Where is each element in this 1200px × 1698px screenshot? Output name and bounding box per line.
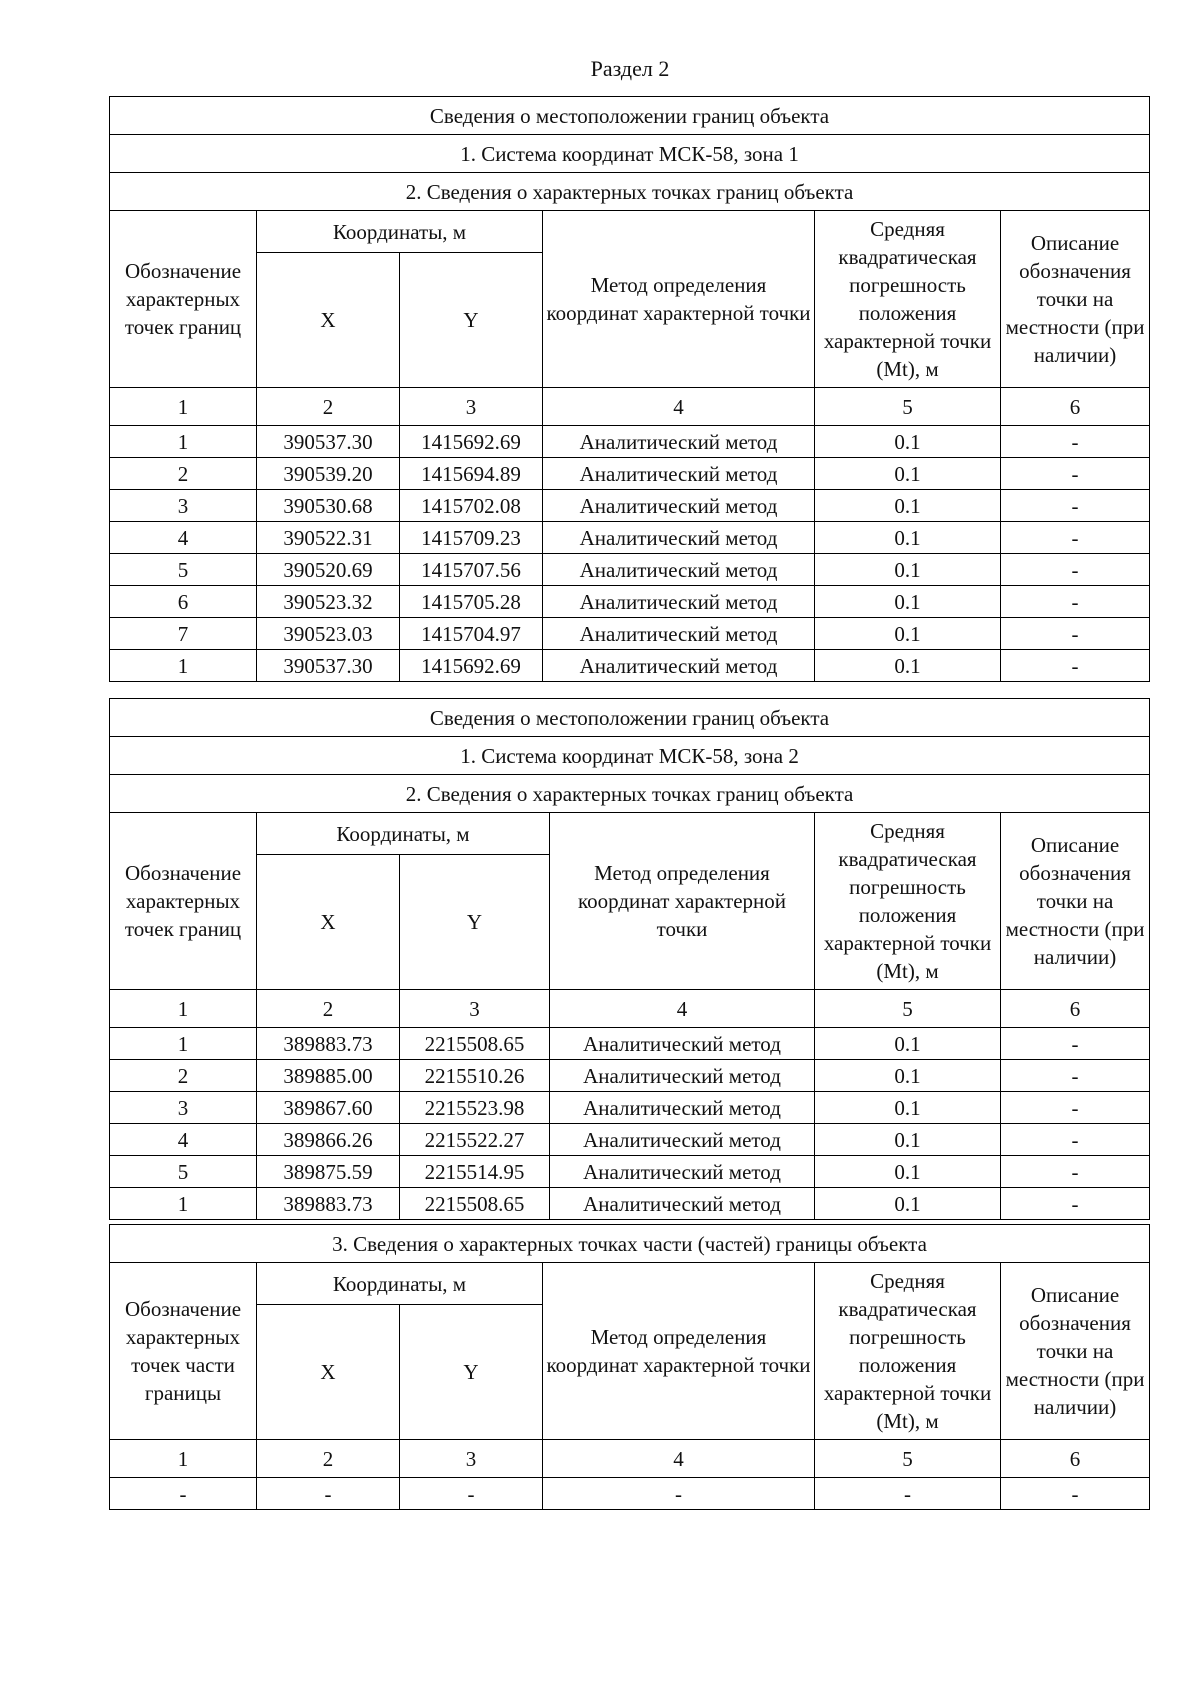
col-number: 3 bbox=[400, 1440, 543, 1478]
x-value: 390537.30 bbox=[257, 426, 400, 458]
error-value: 0.1 bbox=[815, 554, 1001, 586]
y-value: 1415704.97 bbox=[400, 618, 543, 650]
method-value: Аналитический метод bbox=[550, 1188, 815, 1220]
part-boundary-table bbox=[109, 1224, 1150, 1510]
description-value: - bbox=[1001, 522, 1150, 554]
col-number: 6 bbox=[1001, 388, 1150, 426]
error-value: 0.1 bbox=[815, 426, 1001, 458]
col-number: 1 bbox=[110, 388, 257, 426]
point-number: 2 bbox=[110, 458, 257, 490]
header-x: X bbox=[257, 1305, 400, 1440]
y-value: 2215522.27 bbox=[400, 1124, 550, 1156]
col-number: 1 bbox=[110, 990, 257, 1028]
table-row bbox=[110, 426, 1150, 458]
table-row bbox=[110, 1478, 1150, 1510]
x-value: 390523.32 bbox=[257, 586, 400, 618]
header-y: Y bbox=[400, 1305, 543, 1440]
table-row bbox=[110, 522, 1150, 554]
col-number: 5 bbox=[815, 1440, 1001, 1478]
description-value: - bbox=[1001, 1156, 1150, 1188]
y-value: 1415709.23 bbox=[400, 522, 543, 554]
header-method: Метод определения координат характерной точки bbox=[543, 211, 815, 388]
boundary-table-zone-1 bbox=[109, 96, 1150, 682]
error-value: - bbox=[815, 1478, 1001, 1510]
method-value: Аналитический метод bbox=[550, 1156, 815, 1188]
point-number: 1 bbox=[110, 1028, 257, 1060]
description-value: - bbox=[1001, 490, 1150, 522]
method-value: Аналитический метод bbox=[550, 1060, 815, 1092]
col-number: 4 bbox=[543, 388, 815, 426]
header-coordinates: Координаты, м bbox=[257, 813, 550, 855]
header-error: Средняя квадратическая погрешность положения характерной точки (Mt), м bbox=[815, 1263, 1001, 1440]
header-point-designation: Обозначение характерных точек границ bbox=[110, 211, 257, 388]
section-title: Сведения о местоположении границ объекта bbox=[110, 699, 1150, 737]
method-value: Аналитический метод bbox=[543, 490, 815, 522]
y-value: 1415694.89 bbox=[400, 458, 543, 490]
x-value: 389883.73 bbox=[257, 1188, 400, 1220]
description-value: - bbox=[1001, 1028, 1150, 1060]
header-method: Метод определения координат характерной точки bbox=[543, 1263, 815, 1440]
point-number: 4 bbox=[110, 1124, 257, 1156]
method-value: Аналитический метод bbox=[543, 650, 815, 682]
x-value: 390520.69 bbox=[257, 554, 400, 586]
point-number: 1 bbox=[110, 1188, 257, 1220]
section-label: Раздел 2 bbox=[590, 56, 670, 81]
table-row bbox=[110, 458, 1150, 490]
description-value: - bbox=[1001, 1092, 1150, 1124]
table-row bbox=[110, 554, 1150, 586]
description-value: - bbox=[1001, 458, 1150, 490]
col-number: 2 bbox=[257, 1440, 400, 1478]
point-number: 3 bbox=[110, 490, 257, 522]
table-row bbox=[110, 650, 1150, 682]
table-row bbox=[110, 1092, 1150, 1124]
y-value: 2215508.65 bbox=[400, 1188, 550, 1220]
method-value: Аналитический метод bbox=[550, 1028, 815, 1060]
x-value: 389866.26 bbox=[257, 1124, 400, 1156]
header-method: Метод определения координат характерной точки bbox=[550, 813, 815, 990]
header-error: Средняя квадратическая погрешность положения характерной точки (Mt), м bbox=[815, 813, 1001, 990]
error-value: 0.1 bbox=[815, 1028, 1001, 1060]
error-value: 0.1 bbox=[815, 1092, 1001, 1124]
coordinate-system-title: 1. Система координат МСК-58, зона 2 bbox=[110, 737, 1150, 775]
point-number: 6 bbox=[110, 586, 257, 618]
point-number: 3 bbox=[110, 1092, 257, 1124]
header-point-designation: Обозначение характерных точек границ bbox=[110, 813, 257, 990]
x-value: 390537.30 bbox=[257, 650, 400, 682]
y-value: 2215508.65 bbox=[400, 1028, 550, 1060]
x-value: 390523.03 bbox=[257, 618, 400, 650]
table-row bbox=[110, 1060, 1150, 1092]
col-number: 6 bbox=[1001, 990, 1150, 1028]
point-number: 1 bbox=[110, 650, 257, 682]
description-value: - bbox=[1001, 554, 1150, 586]
error-value: 0.1 bbox=[815, 1124, 1001, 1156]
points-title: 2. Сведения о характерных точках границ объекта bbox=[110, 173, 1150, 211]
error-value: 0.1 bbox=[815, 1188, 1001, 1220]
method-value: Аналитический метод bbox=[550, 1092, 815, 1124]
boundary-table-zone-2 bbox=[109, 698, 1150, 1220]
header-y: Y bbox=[400, 253, 543, 388]
header-description: Описание обозначения точки на местности (при наличии) bbox=[1001, 211, 1150, 388]
point-number: 1 bbox=[110, 426, 257, 458]
description-value: - bbox=[1001, 618, 1150, 650]
description-value: - bbox=[1001, 426, 1150, 458]
point-number: 2 bbox=[110, 1060, 257, 1092]
error-value: 0.1 bbox=[815, 650, 1001, 682]
description-value: - bbox=[1001, 1060, 1150, 1092]
col-number: 2 bbox=[257, 388, 400, 426]
header-description: Описание обозначения точки на местности (при наличии) bbox=[1001, 813, 1150, 990]
col-number: 5 bbox=[815, 990, 1001, 1028]
method-value: Аналитический метод bbox=[543, 586, 815, 618]
table-row bbox=[110, 1028, 1150, 1060]
error-value: 0.1 bbox=[815, 490, 1001, 522]
x-value: 389875.59 bbox=[257, 1156, 400, 1188]
y-value: 2215514.95 bbox=[400, 1156, 550, 1188]
col-number: 2 bbox=[257, 990, 400, 1028]
col-number: 6 bbox=[1001, 1440, 1150, 1478]
y-value: 1415692.69 bbox=[400, 426, 543, 458]
col-number: 5 bbox=[815, 388, 1001, 426]
point-number: 5 bbox=[110, 554, 257, 586]
description-value: - bbox=[1001, 1188, 1150, 1220]
table-row bbox=[110, 1156, 1150, 1188]
point-number: - bbox=[110, 1478, 257, 1510]
y-value: 1415702.08 bbox=[400, 490, 543, 522]
y-value: 1415707.56 bbox=[400, 554, 543, 586]
method-value: - bbox=[543, 1478, 815, 1510]
part-points-title: 3. Сведения о характерных точках части (частей) границы объекта bbox=[110, 1225, 1150, 1263]
col-number: 1 bbox=[110, 1440, 257, 1478]
error-value: 0.1 bbox=[815, 458, 1001, 490]
error-value: 0.1 bbox=[815, 522, 1001, 554]
method-value: Аналитический метод bbox=[543, 522, 815, 554]
description-value: - bbox=[1001, 586, 1150, 618]
x-value: 390522.31 bbox=[257, 522, 400, 554]
point-number: 5 bbox=[110, 1156, 257, 1188]
y-value: 2215510.26 bbox=[400, 1060, 550, 1092]
header-x: X bbox=[257, 855, 400, 990]
col-number: 3 bbox=[400, 990, 550, 1028]
x-value: 389867.60 bbox=[257, 1092, 400, 1124]
point-number: 7 bbox=[110, 618, 257, 650]
y-value: 1415705.28 bbox=[400, 586, 543, 618]
error-value: 0.1 bbox=[815, 1156, 1001, 1188]
method-value: Аналитический метод bbox=[543, 426, 815, 458]
header-point-designation: Обозначение характерных точек части границы bbox=[110, 1263, 257, 1440]
description-value: - bbox=[1001, 1478, 1150, 1510]
coordinate-system-title: 1. Система координат МСК-58, зона 1 bbox=[110, 135, 1150, 173]
header-coordinates: Координаты, м bbox=[257, 211, 543, 253]
col-number: 4 bbox=[550, 990, 815, 1028]
x-value: 390530.68 bbox=[257, 490, 400, 522]
x-value: 389885.00 bbox=[257, 1060, 400, 1092]
y-value: - bbox=[400, 1478, 543, 1510]
header-description: Описание обозначения точки на местности (при наличии) bbox=[1001, 1263, 1150, 1440]
table-row bbox=[110, 586, 1150, 618]
header-y: Y bbox=[400, 855, 550, 990]
y-value: 1415692.69 bbox=[400, 650, 543, 682]
x-value: 390539.20 bbox=[257, 458, 400, 490]
header-coordinates: Координаты, м bbox=[257, 1263, 543, 1305]
error-value: 0.1 bbox=[815, 1060, 1001, 1092]
points-title: 2. Сведения о характерных точках границ объекта bbox=[110, 775, 1150, 813]
table-row bbox=[110, 618, 1150, 650]
section-title: Сведения о местоположении границ объекта bbox=[110, 97, 1150, 135]
method-value: Аналитический метод bbox=[550, 1124, 815, 1156]
y-value: 2215523.98 bbox=[400, 1092, 550, 1124]
description-value: - bbox=[1001, 1124, 1150, 1156]
table-row bbox=[110, 1124, 1150, 1156]
method-value: Аналитический метод bbox=[543, 458, 815, 490]
description-value: - bbox=[1001, 650, 1150, 682]
method-value: Аналитический метод bbox=[543, 554, 815, 586]
method-value: Аналитический метод bbox=[543, 618, 815, 650]
header-x: X bbox=[257, 253, 400, 388]
col-number: 3 bbox=[400, 388, 543, 426]
col-number: 4 bbox=[543, 1440, 815, 1478]
error-value: 0.1 bbox=[815, 618, 1001, 650]
table-row bbox=[110, 1188, 1150, 1220]
header-error: Средняя квадратическая погрешность положения характерной точки (Mt), м bbox=[815, 211, 1001, 388]
x-value: - bbox=[257, 1478, 400, 1510]
table-row bbox=[110, 490, 1150, 522]
error-value: 0.1 bbox=[815, 586, 1001, 618]
x-value: 389883.73 bbox=[257, 1028, 400, 1060]
point-number: 4 bbox=[110, 522, 257, 554]
